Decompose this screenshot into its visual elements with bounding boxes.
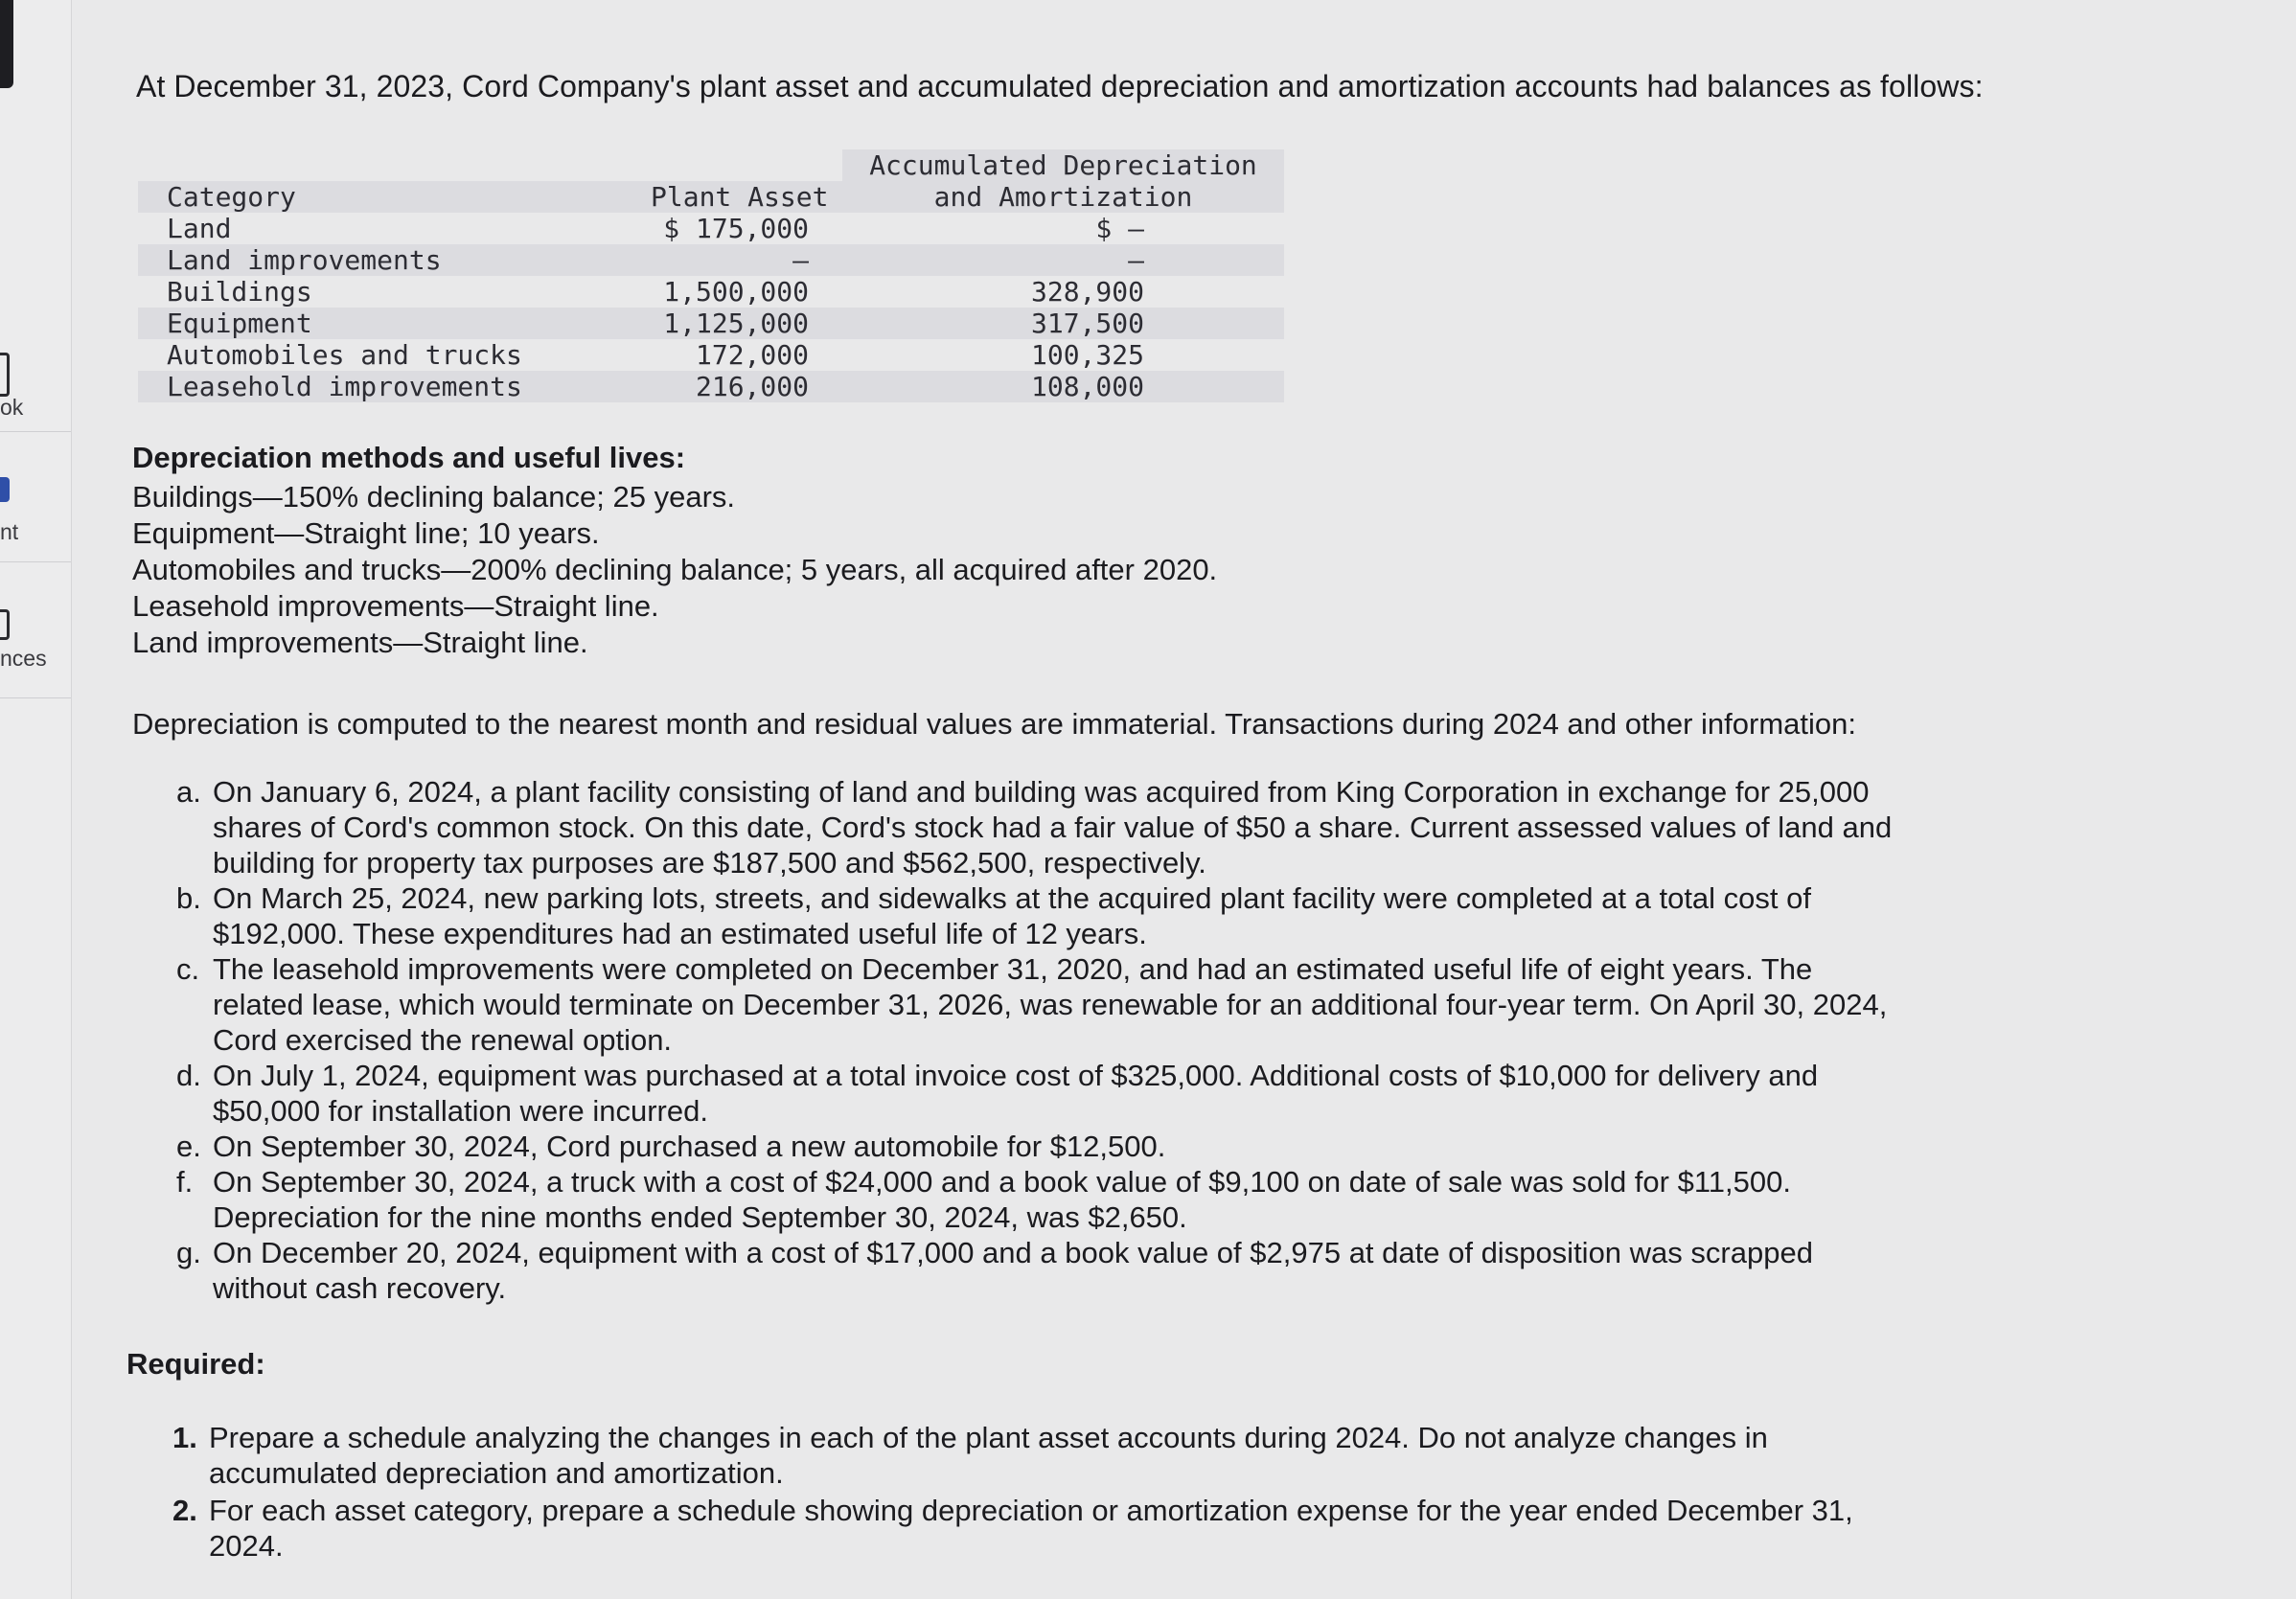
print-icon[interactable] (0, 477, 10, 502)
list-item: f. On September 30, 2024, a truck with a cost of $24,000 and a book value of $9,100 on date of sale was sold for $11,500. Depreciation for the nine months ended September 30, 2024, was $2,650. (176, 1165, 1791, 1234)
header-accumulated-depreciation: Accumulated Depreciation (869, 149, 1257, 181)
sidebar-divider (0, 431, 71, 432)
methods-title: Depreciation methods and useful lives: (132, 441, 686, 474)
table-row: Leasehold improvements 216,000 108,000 (138, 371, 1284, 402)
header-category: Category (167, 181, 296, 213)
references-icon[interactable] (0, 609, 10, 640)
balance-table (138, 149, 1284, 402)
sidebar-divider (0, 697, 71, 698)
intro-text: At December 31, 2023, Cord Company's plant asset and accumulated depreciation and amortization accounts had balances as follows: (136, 69, 1984, 103)
list-item: e. On September 30, 2024, Cord purchased a new automobile for $12,500. (176, 1130, 1166, 1163)
method-line: Equipment—Straight line; 10 years. (132, 516, 600, 550)
sidebar-top-block (0, 0, 13, 88)
table-row: Land improvements — — (138, 244, 1284, 276)
table-row: Land $ 175,000 $ — (167, 213, 1144, 244)
method-line: Buildings—150% declining balance; 25 years. (132, 480, 736, 514)
header-amortization: and Amortization (933, 181, 1193, 213)
list-item: 2. For each asset category, prepare a schedule showing depreciation or amortization expense for the year ended December 31, 2024. (172, 1494, 1853, 1563)
sidebar-item-ebook[interactable]: ok (0, 395, 24, 420)
methods-list (132, 479, 1217, 661)
required-list (172, 1420, 2204, 1565)
table-row: Buildings 1,500,000 328,900 (167, 276, 1144, 308)
depreciation-paragraph: Depreciation is computed to the nearest month and residual values are immaterial. Transactions during 2024 and other information: (132, 707, 1856, 741)
sidebar-divider (0, 561, 71, 562)
table-row: Automobiles and trucks 172,000 100,325 (167, 339, 1144, 371)
table-row: Equipment 1,125,000 317,500 (138, 308, 1284, 339)
sidebar-item-references[interactable]: nces (0, 646, 47, 671)
table-header (138, 181, 1284, 213)
header-plant-asset: Plant Asset (651, 181, 829, 213)
list-item: c. The leasehold improvements were completed on December 31, 2020, and had an estimated useful life of eight years. The related lease, which would terminate on December 31, 2026, was renewable for an additional four-year term. On April 30, 2024, Cord exercised the renewal option. (176, 952, 1888, 1057)
method-line: Automobiles and trucks—200% declining balance; 5 years, all acquired after 2020. (132, 553, 1218, 586)
list-item: a. On January 6, 2024, a plant facility consisting of land and building was acquired from King Corporation in exchange for 25,000 shares of Cord's common stock. On this date, Cord's stock had a fair value of $50 a share. Current assessed values of land and building for property tax purposes are $187,500 and $562,500, respectively. (176, 775, 1893, 879)
required-title: Required: (126, 1347, 265, 1381)
table-header-top (138, 149, 1284, 181)
list-item: g. On December 20, 2024, equipment with a cost of $17,000 and a book value of $2,975 at date of disposition was scrapped without cash recovery. (176, 1236, 1813, 1305)
left-sidebar (0, 0, 72, 1599)
list-item: d. On July 1, 2024, equipment was purchased at a total invoice cost of $325,000. Additional costs of $10,000 for delivery and $50,000 for installation were incurred. (176, 1059, 1819, 1128)
sidebar-item-print[interactable]: nt (0, 519, 19, 544)
book-icon[interactable] (0, 353, 10, 397)
list-item: b. On March 25, 2024, new parking lots, streets, and sidewalks at the acquired plant facility were completed at a total cost of $192,000. These expenditures had an estimated useful life of 12 years. (176, 881, 1811, 950)
transactions-list (176, 774, 2208, 1306)
method-line: Land improvements—Straight line. (132, 626, 588, 659)
method-line: Leasehold improvements—Straight line. (132, 589, 659, 623)
list-item: 1. Prepare a schedule analyzing the changes in each of the plant asset accounts during 2024. Do not analyze changes in accumulated depreciation and amortization. (172, 1421, 1768, 1490)
